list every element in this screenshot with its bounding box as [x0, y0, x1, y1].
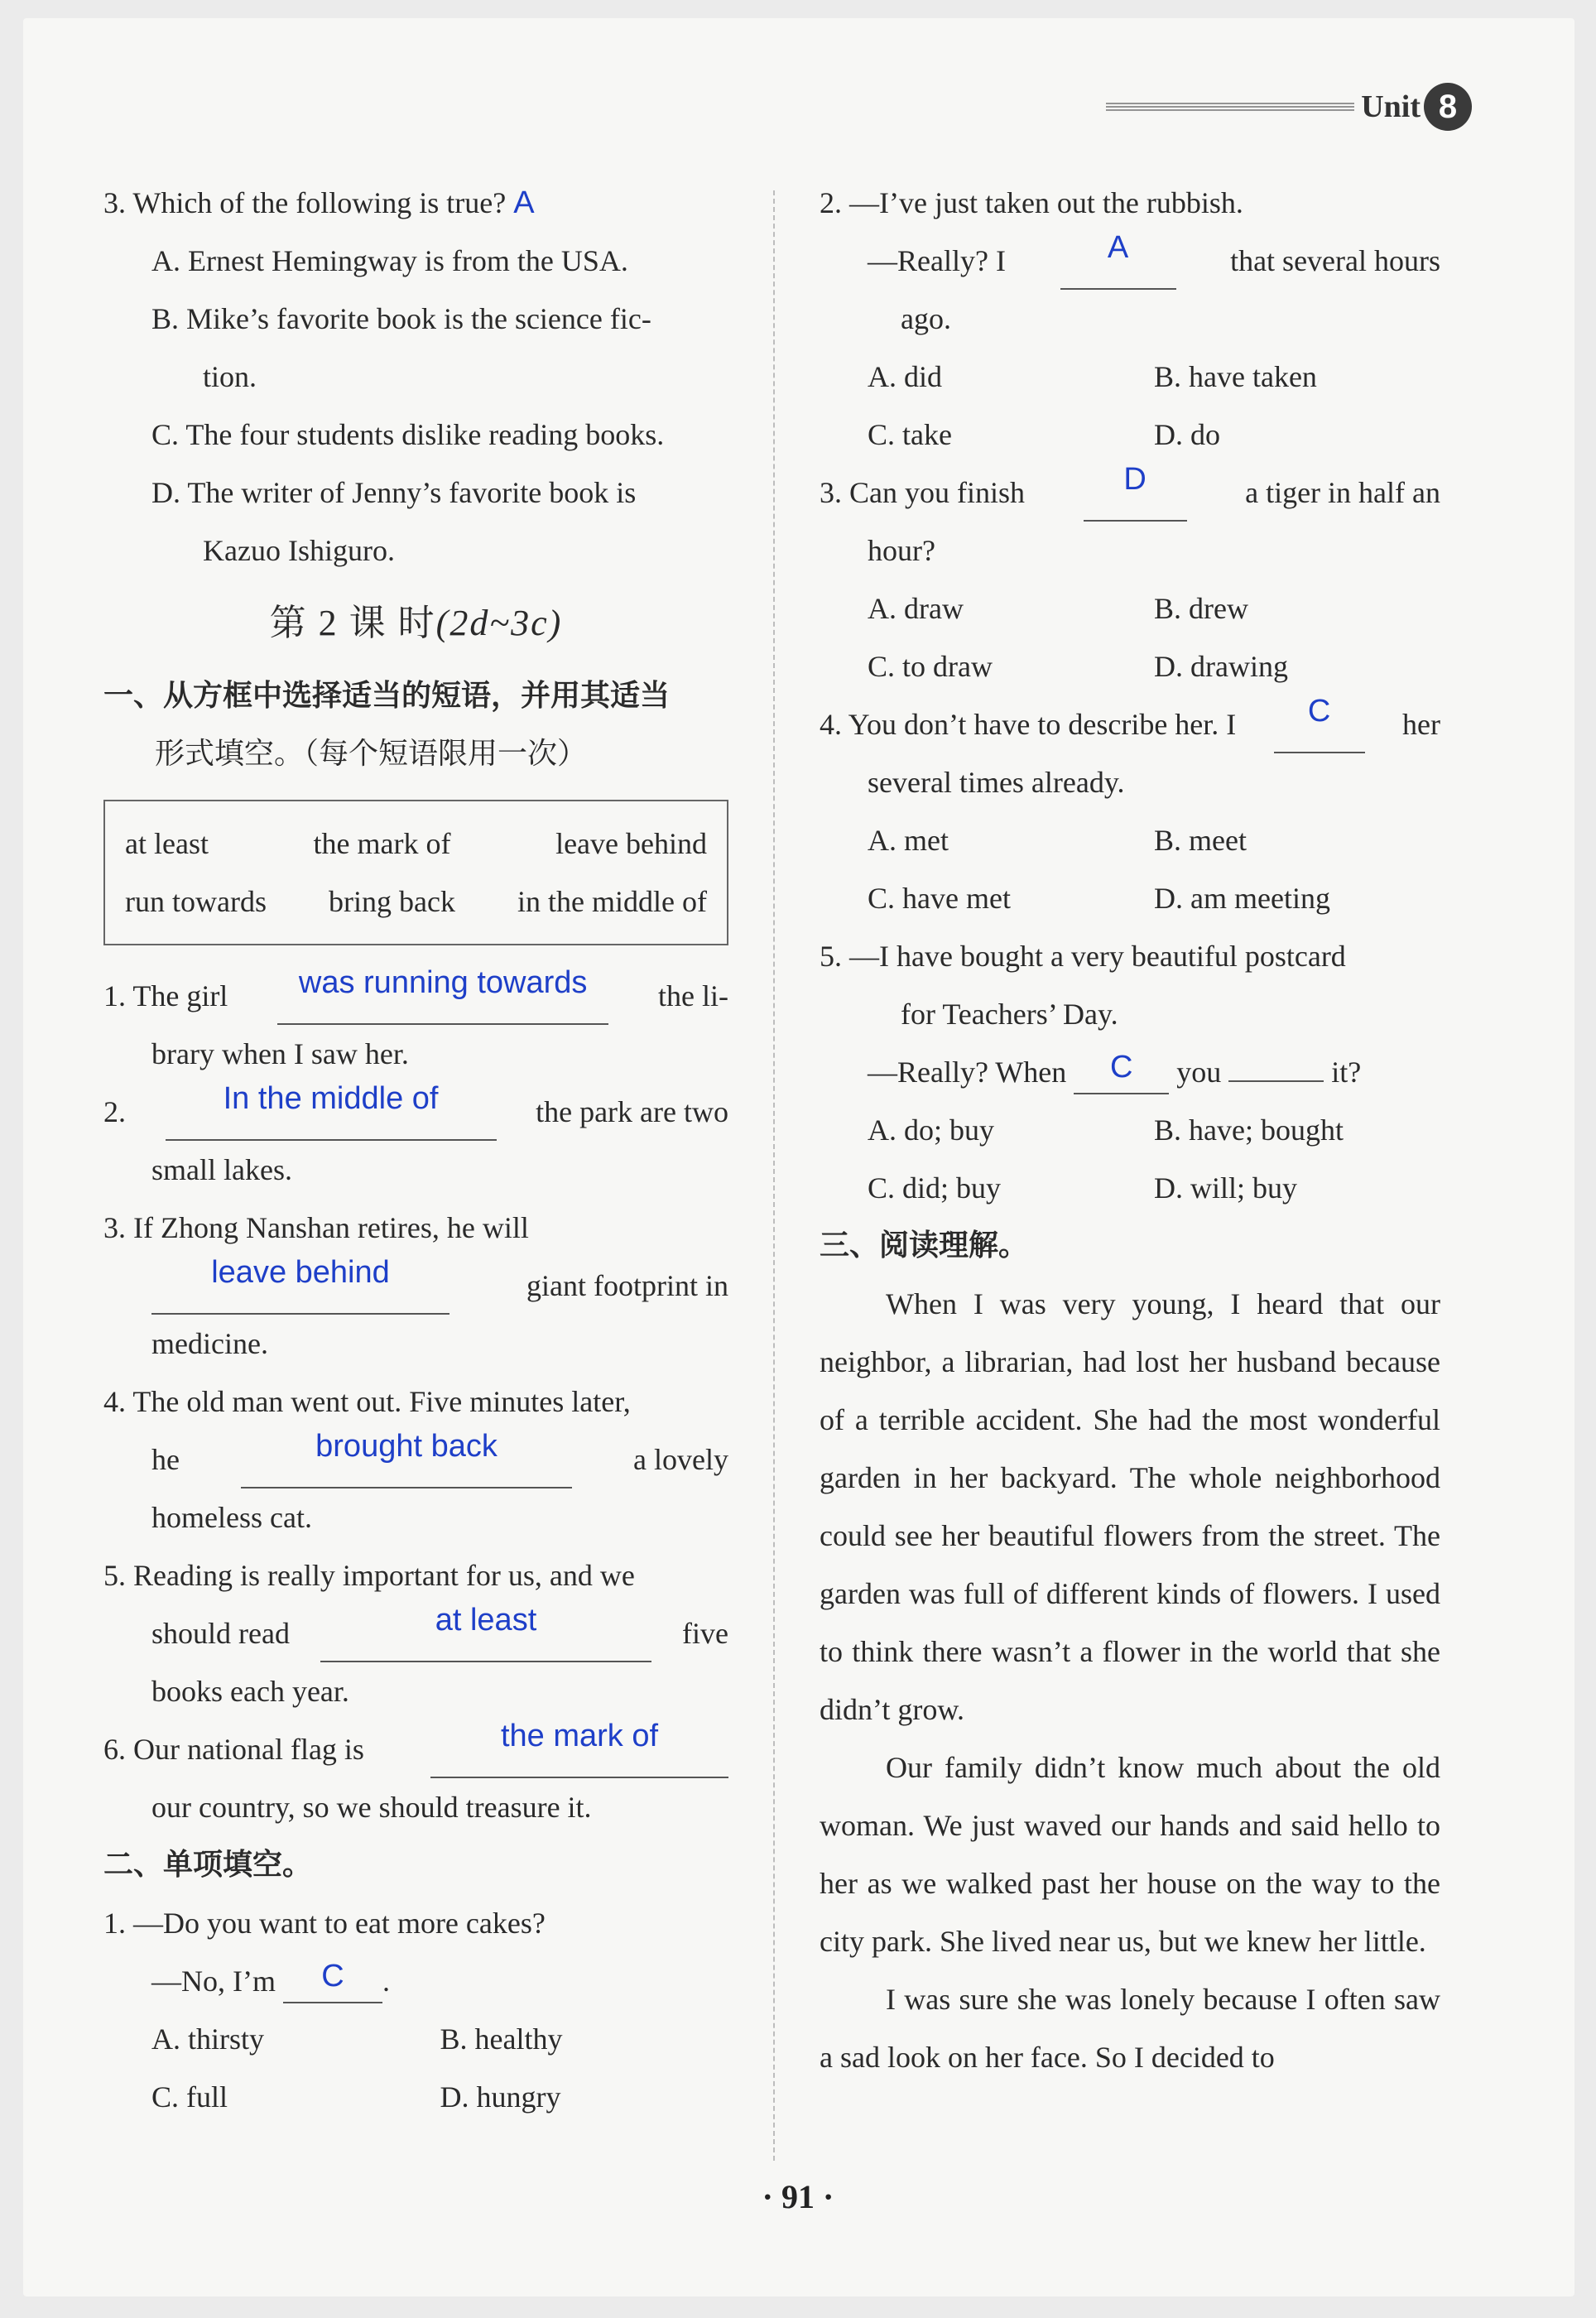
answer-blank: C — [283, 1960, 382, 2003]
mc-question: 3. Can you finish D a tiger in half an — [820, 464, 1440, 522]
options-row — [820, 869, 1440, 927]
options-row — [820, 1159, 1440, 1217]
question-continuation: medicine. — [151, 1327, 268, 1360]
option-continuation: tion. — [203, 360, 257, 393]
options-row — [103, 2010, 728, 2068]
question-continuation: hour? — [868, 534, 935, 567]
mc-question-line: —No, I’m C . — [103, 1952, 728, 2010]
option: D. do — [1154, 418, 1220, 451]
answer-blank: In the middle of — [166, 1083, 497, 1141]
fill-question-line: leave behind giant footprint in — [103, 1257, 728, 1315]
page-number: · 91 · — [762, 2178, 834, 2215]
phrase-row — [125, 815, 707, 873]
answer-blank: C — [1274, 695, 1365, 753]
answer-blank-empty — [1228, 1080, 1324, 1082]
phrase: run towards — [125, 885, 267, 918]
options-row — [820, 637, 1440, 695]
question-continuation: for Teachers’ Day. — [901, 998, 1118, 1031]
section-title: 一、从方框中选择适当的短语，并用其适当 — [103, 679, 671, 713]
option: C. full — [151, 2080, 228, 2114]
option: B. have; bought — [1154, 1113, 1344, 1147]
column-divider — [773, 190, 775, 2161]
options-row — [820, 406, 1440, 464]
passage-paragraph: I was sure she was lonely because I often saw a sad look on her face. So I decided to — [820, 1983, 1440, 2074]
phrase: the mark of — [313, 827, 451, 860]
options-row — [820, 1101, 1440, 1159]
option: A. do; buy — [868, 1113, 994, 1147]
option: D. drawing — [1154, 650, 1288, 683]
phrase: leave behind — [555, 827, 707, 860]
answer-blank: brought back — [241, 1431, 572, 1488]
option: C. have met — [868, 882, 1011, 915]
options-row — [820, 811, 1440, 869]
handwritten-answer: A — [513, 185, 535, 220]
question-continuation: books each year. — [151, 1675, 349, 1708]
option: A. draw — [868, 592, 964, 625]
phrase: at least — [125, 827, 209, 860]
phrase: in the middle of — [517, 885, 707, 918]
left-column — [103, 174, 728, 2126]
unit-header — [1106, 83, 1472, 131]
option: D. The writer of Jenny’s favorite book is — [151, 476, 637, 509]
option: A. thirsty — [151, 2022, 265, 2056]
option: C. to draw — [868, 650, 993, 683]
fill-question: 3. If Zhong Nanshan retires, he will — [103, 1211, 529, 1244]
fill-question-line: he brought back a lovely — [103, 1431, 728, 1488]
phrase-box — [103, 800, 728, 945]
option: C. The four students dislike reading books. — [151, 418, 665, 451]
fill-question: 2. In the middle of the park are two — [103, 1083, 728, 1141]
question-continuation: homeless cat. — [151, 1501, 312, 1534]
option: D. am meeting — [1154, 882, 1330, 915]
section-title: 三、阅读理解。 — [820, 1229, 1029, 1262]
unit-label: Unit — [1361, 89, 1421, 124]
question-stem: 3. Which of the following is true? A — [103, 185, 535, 220]
answer-blank: leave behind — [151, 1257, 449, 1315]
fill-question: 4. The old man went out. Five minutes later, — [103, 1385, 631, 1418]
section-title: 二、单项填空。 — [103, 1848, 313, 1882]
option: B. Mike’s favorite book is the science fic- — [151, 302, 651, 335]
option: A. met — [868, 824, 949, 857]
option: B. drew — [1154, 592, 1248, 625]
mc-question-line: —Really? I A that several hours — [820, 232, 1440, 290]
option: D. will; buy — [1154, 1171, 1298, 1205]
options-row — [103, 2068, 728, 2126]
option: B. meet — [1154, 824, 1247, 857]
phrase-row — [125, 873, 707, 931]
option: A. Ernest Hemingway is from the USA. — [151, 244, 628, 277]
mc-question: 2. —I’ve just taken out the rubbish. — [820, 186, 1243, 219]
question-continuation: our country, so we should treasure it. — [151, 1791, 592, 1824]
question-continuation: small lakes. — [151, 1153, 292, 1186]
option-continuation: Kazuo Ishiguro. — [203, 534, 395, 567]
question-continuation: several times already. — [868, 766, 1125, 799]
fill-question: 6. Our national flag is the mark of — [103, 1720, 728, 1778]
right-column — [820, 174, 1440, 2086]
options-row — [820, 580, 1440, 637]
unit-number-badge: 8 — [1424, 83, 1472, 131]
question-continuation: brary when I saw her. — [151, 1037, 409, 1070]
answer-blank: at least — [320, 1604, 651, 1662]
section-instruction: 形式填空。（每个短语限用一次） — [155, 737, 588, 771]
fill-question: 1. The girl was running towards the li- — [103, 967, 728, 1025]
answer-blank: was running towards — [277, 967, 608, 1025]
mc-question-line: —Really? When C you it? — [820, 1043, 1440, 1101]
mc-question: 5. —I have bought a very beautiful postcard — [820, 940, 1346, 973]
fill-question-line: should read at least five — [103, 1604, 728, 1662]
answer-blank: D — [1084, 464, 1187, 522]
answer-blank: C — [1074, 1051, 1169, 1094]
option: C. did; buy — [868, 1171, 1002, 1205]
lesson-title: 第 2 课 时(2d~3c) — [269, 603, 563, 643]
mc-question: 1. —Do you want to eat more cakes? — [103, 1907, 546, 1940]
question-continuation: ago. — [901, 302, 951, 335]
option: C. take — [868, 418, 952, 451]
option: B. have taken — [1154, 360, 1317, 393]
header-rule — [1106, 103, 1354, 111]
answer-blank: the mark of — [430, 1720, 728, 1778]
phrase: bring back — [329, 885, 455, 918]
fill-question: 5. Reading is really important for us, and we — [103, 1559, 635, 1592]
passage-paragraph: When I was very young, I heard that our neighbor, a librarian, had lost her husband because of a terrible accident. She had the most wonderful garden in her backyard. The whole neighborhood could see her beautiful flowers from the street. The garden was full of different kinds of flowers. I used to think there wasn’t a flower in the world that she didn’t grow. — [820, 1287, 1440, 1726]
passage-paragraph: Our family didn’t know much about the old woman. We just waved our hands and said hello to her as we walked past her house on the way to the city park. She lived near us, but we knew her little. — [820, 1751, 1440, 1958]
options-row — [820, 348, 1440, 406]
option: B. healthy — [440, 2022, 563, 2056]
option: D. hungry — [440, 2080, 561, 2114]
answer-blank: A — [1060, 232, 1176, 290]
mc-question: 4. You don’t have to describe her. I C her — [820, 695, 1440, 753]
option: A. did — [868, 360, 942, 393]
